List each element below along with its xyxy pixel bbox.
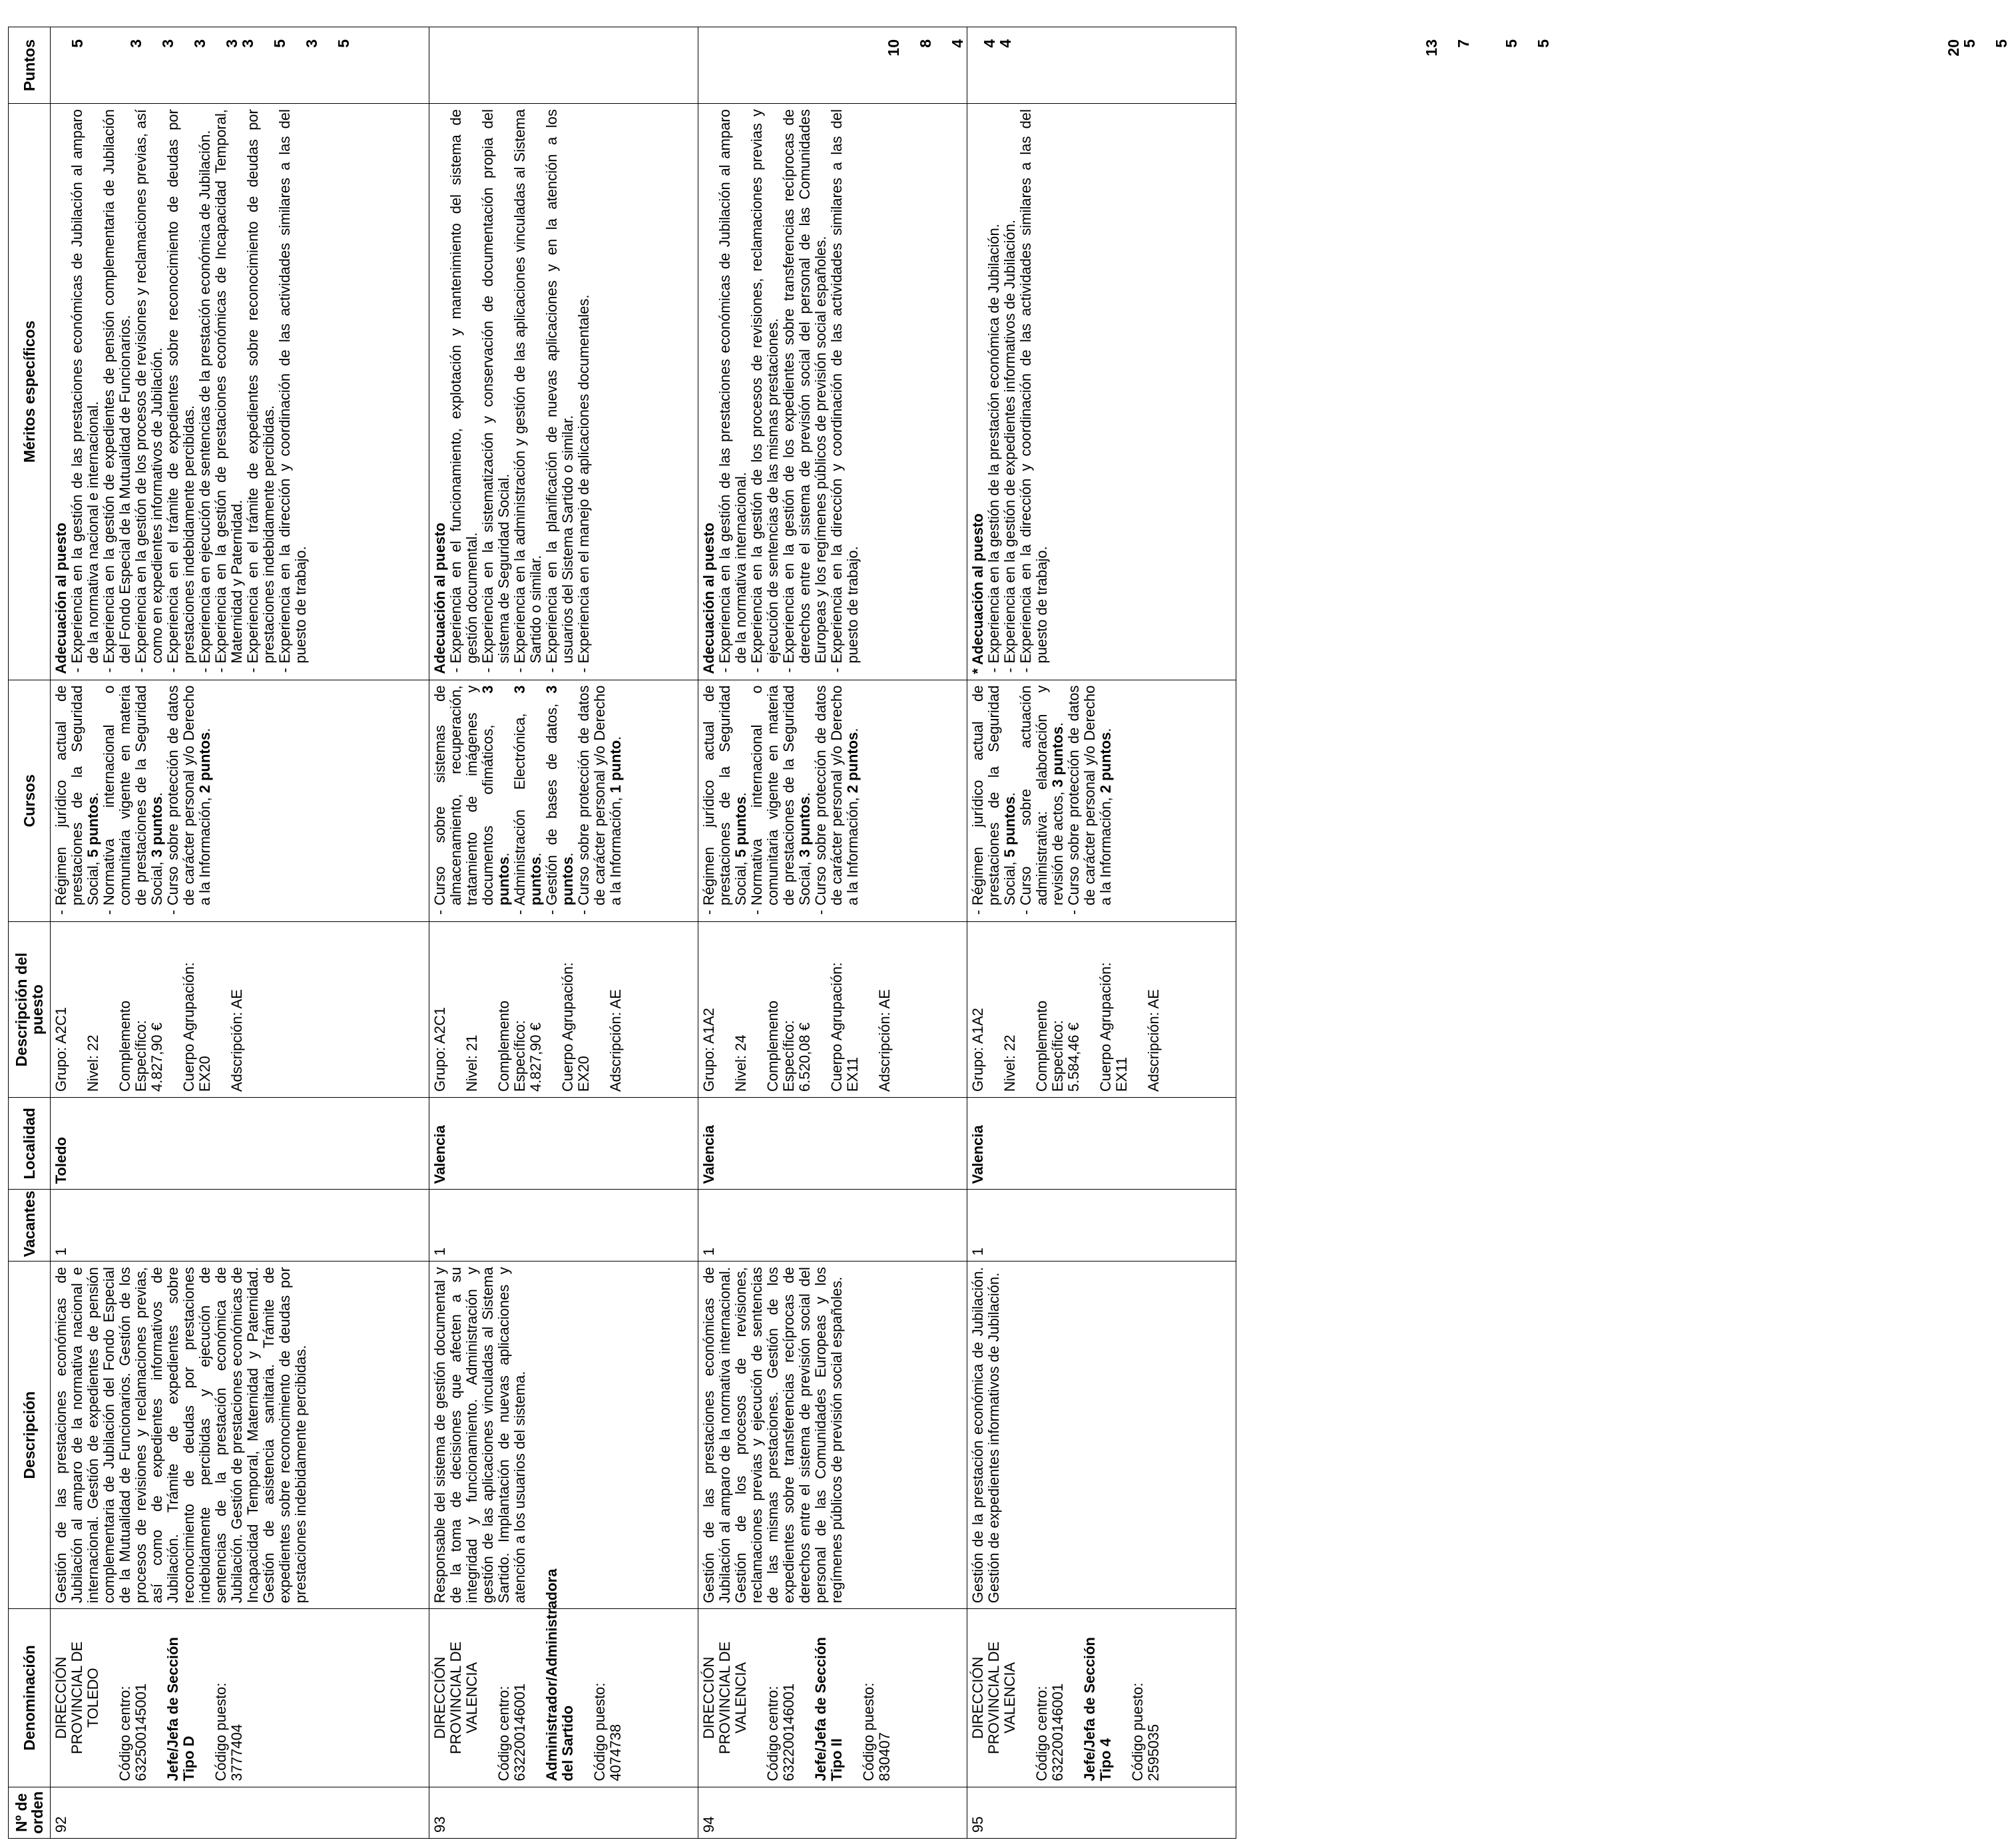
vacantes-cell (51, 1190, 429, 1262)
vacantes-value: 1 (969, 1248, 986, 1256)
direccion-provincial: DIRECCIÓN PROVINCIAL DE VALENCIA (969, 1641, 1018, 1754)
curso-points: 3 puntos (479, 685, 512, 906)
localidad-value: Toledo (53, 1136, 69, 1184)
cursos-list (432, 686, 624, 917)
header-localidad: Localidad (9, 1098, 51, 1190)
merito-item: - Experiencia en la planificación de nuevas aplicaciones y en la atención a los usuarios del Sistema Sartido o similar. (544, 109, 576, 674)
curso-text: Administración Electrónica, (511, 693, 528, 906)
curso-points: 2 puntos (196, 732, 213, 794)
meritos-heading: * Adecuación al puesto (969, 513, 986, 674)
curso-text: Régimen jurídico actual de prestaciones de la Seguridad Social, (969, 685, 1018, 906)
merito-item: - Experiencia en la gestión de las prestaciones económicas de Jubilación al amparo de la normativa nacional e internacional. (69, 109, 101, 674)
curso-punct: . (559, 852, 576, 857)
nivel: Nivel: 24 (732, 1035, 749, 1092)
puntos-value: 4 (997, 39, 1014, 48)
curso-item (544, 686, 576, 917)
codigo-puesto-label: Código puesto: (591, 1682, 608, 1781)
descripcion-text: Gestión de las prestaciones económicas de Jubilación al amparo de la normativa nacional e internacional. Gestión de expedientes de pensión complementaria de Jubilación del Fondo Especial de la Mutualidad de Funcionarios. Gestión de los procesos de revisiones y reclamaciones previas, así como de expedientes informativos de Jubilación. Trámite de expedientes sobre reconocimiento de deudas por prestaciones indebidamente percibidas y ejecución de sentencias de la prestación económica de Jubilación. Gestión de prestaciones económicas de Incapacidad Temporal, Maternidad y Paternidad. Gestión de asistencia sanitaria. Trámite de expedientes sobre reconocimiento de deudas por prestaciones indebidamente percibidas. (53, 1267, 309, 1604)
merito-item: - Experiencia en ejecución de sentencias de la prestación económica de Jubilación. (197, 109, 213, 674)
merito-item: - Experiencia en el manejo de aplicaciones documentales. (576, 109, 592, 674)
curso-punct: . (85, 792, 101, 797)
orden-cell (429, 1787, 698, 1838)
puesto-title: Administrador/Administradora del Sartido (543, 1568, 576, 1781)
complemento-label: Complemento Específico: (1033, 1001, 1066, 1092)
localidad-cell (51, 1098, 429, 1190)
meritos-cell (51, 104, 429, 680)
curso-points: 3 puntos (543, 685, 576, 906)
direccion-provincial: DIRECCIÓN PROVINCIAL DE VALENCIA (431, 1641, 480, 1754)
localidad-cell (698, 1098, 967, 1190)
localidad-value: Valencia (969, 1125, 986, 1184)
header-puntos: Puntos (9, 27, 51, 104)
codigo-centro-label: Código centro: (1033, 1686, 1050, 1781)
grupo: Grupo: A1A2 (969, 1008, 986, 1092)
curso-points: 5 puntos (85, 796, 101, 857)
puntos-value: 20 (1945, 39, 1962, 57)
curso-text: Curso sobre protección de datos de carácter personal y/o Derecho a la Información, (812, 685, 861, 906)
merito-item: - Experiencia en la dirección y coordinación de las actividades similares a las del puesto de trabajo. (277, 109, 309, 674)
curso-item (101, 686, 165, 917)
complemento-label: Complemento Específico: (117, 1001, 149, 1092)
meritos-list (986, 109, 1050, 674)
puntos-value: 5 (1961, 39, 1978, 48)
cursos-cell (429, 680, 698, 922)
codigo-puesto-label: Código puesto: (860, 1682, 877, 1781)
meritos-cell (429, 104, 698, 680)
puntos-value: 3 (191, 39, 208, 48)
codigo-puesto: 830407 (876, 1732, 893, 1781)
descripcion-cell (429, 1262, 698, 1609)
descripcion-text: Gestión de la prestación económica de Jubilación. Gestión de expedientes informativos de Jubilación. (969, 1267, 1002, 1604)
curso-points: 2 puntos (844, 732, 861, 794)
curso-points: 5 puntos (732, 796, 749, 857)
puntos-value: 5 (1535, 39, 1552, 48)
cursos-list (53, 686, 213, 917)
cuerpo-value: EX20 (575, 1056, 592, 1092)
curso-punct: . (796, 792, 813, 797)
grupo: Grupo: A2C1 (53, 1007, 69, 1092)
puntos-value: 7 (1455, 39, 1472, 48)
curso-punct: . (1001, 792, 1018, 797)
puntos-value: 3 (303, 39, 320, 48)
direccion-provincial: DIRECCIÓN PROVINCIAL DE TOLEDO (53, 1641, 101, 1754)
descripcion-puesto-cell (967, 922, 1236, 1098)
descripcion-cell (51, 1262, 429, 1609)
merito-item: - Experiencia en la gestión de los procesos de revisiones y reclamaciones previas, así como en expedientes informativos de Jubilación. (133, 109, 165, 674)
curso-item (576, 686, 624, 917)
orden-cell (698, 1787, 967, 1838)
localidad-cell (429, 1098, 698, 1190)
puesto-title: Jefe/Jefa de Sección Tipo II (812, 1637, 845, 1781)
codigo-centro-label: Código centro: (495, 1686, 512, 1781)
descripcion-puesto-cell (698, 922, 967, 1098)
denominacion-cell (51, 1609, 429, 1787)
vacantes-value: 1 (431, 1248, 448, 1256)
curso-text: Curso sobre protección de datos de carácter personal y/o Derecho a la Información, (1065, 685, 1114, 906)
vacantes-cell (698, 1190, 967, 1262)
curso-points: 5 puntos (1001, 796, 1018, 857)
curso-points: 3 puntos (148, 796, 165, 857)
curso-text: Curso sobre actuación administrativa: elaboración y revisión de actos, (1017, 685, 1066, 906)
orden-number: 94 (700, 1816, 717, 1833)
curso-points: 3 puntos (1049, 726, 1066, 788)
curso-points: 1 punto (607, 740, 624, 794)
merito-item: - Experiencia en la gestión de las prestaciones económicas de Jubilación al amparo de la normativa internacional. (717, 109, 749, 674)
puntos-value: 4 (949, 39, 966, 48)
curso-item (749, 686, 813, 917)
vacantes-value: 1 (53, 1248, 69, 1256)
puntos-value: 5 (271, 39, 288, 48)
adscripcion: Adscripción: AE (1145, 989, 1162, 1092)
denominacion-cell (429, 1568, 698, 1787)
codigo-puesto: 4074738 (607, 1724, 624, 1781)
adscripcion: Adscripción: AE (228, 989, 245, 1092)
adscripcion: Adscripción: AE (607, 989, 624, 1092)
curso-item (701, 686, 749, 917)
descripcion-puesto-cell (51, 922, 429, 1098)
meritos-heading: Adecuación al puesto (53, 523, 69, 674)
header-denominacion: Denominación (9, 1609, 51, 1787)
complemento-value: 4.827,90 € (148, 1023, 165, 1092)
curso-text: Gestión de bases de datos, (543, 693, 560, 906)
merito-item: - Experiencia en la sistematización y conservación de documentación propia del sistema de Seguridad Social. (480, 109, 512, 674)
merito-item: - Experiencia en la administración y gestión de las aplicaciones vinculadas al Sistema Sartido o similar. (512, 109, 544, 674)
cursos-cell (967, 680, 1236, 922)
curso-item (970, 686, 1018, 917)
localidad-value: Valencia (431, 1125, 448, 1184)
descripcion-cell (967, 1262, 1236, 1609)
orden-cell (967, 1787, 1236, 1838)
cursos-list (970, 686, 1114, 917)
orden-number: 93 (431, 1816, 448, 1833)
merito-item: - Experiencia en la gestión de la prestación económica de Jubilación. (986, 109, 1002, 674)
direccion-provincial: DIRECCIÓN PROVINCIAL DE VALENCIA (700, 1641, 749, 1754)
curso-punct: . (527, 852, 544, 857)
codigo-centro: 632500145001 (132, 1683, 149, 1781)
complemento-value: 6.520,08 € (796, 1023, 813, 1092)
codigo-puesto: 3777404 (228, 1724, 245, 1781)
cursos-cell (698, 680, 967, 922)
puntos-value: 8 (917, 39, 934, 48)
puntos-value: 3 (127, 39, 144, 48)
header-cursos: Cursos (9, 680, 51, 922)
descripcion-cell (698, 1262, 967, 1609)
codigo-centro: 632200146001 (511, 1683, 528, 1781)
descripcion-text: Responsable del sistema de gestión documental y de la toma de decisiones que afecten a su integridad y funcionamiento. Administración y gestión de las aplicaciones vinculadas al Sistema Sartido. Implantación de nuevas aplicaciones y atención a los usuarios del sistema. (431, 1267, 528, 1604)
puntos-value: 5 (1503, 39, 1520, 48)
nivel: Nivel: 22 (1001, 1035, 1018, 1092)
curso-text: Normativa internacional o comunitaria vigente en materia de prestaciones de la Seguridad Social, (101, 685, 165, 906)
curso-text: Normativa internacional o comunitaria vigente en materia de prestaciones de la Seguridad Social, (748, 685, 813, 906)
curso-item (432, 686, 512, 917)
codigo-centro-label: Código centro: (117, 1686, 133, 1781)
cuerpo-label: Cuerpo Agrupación: (1097, 962, 1114, 1092)
merito-item: - Experiencia en la gestión de prestaciones económicas de Incapacidad Temporal, Maternidad y Paternidad. (213, 109, 245, 674)
merito-item: - Experiencia en la gestión de los expedientes sobre transferencias recíprocas de derechos entre el sistema de previsión social del personal de las Comunidades Europeas y los regímenes públicos de previsión social españoles. (781, 109, 829, 674)
curso-text: Curso sobre protección de datos de carácter personal y/o Derecho a la Información, (575, 685, 624, 906)
curso-punct: . (844, 728, 861, 732)
complemento-value: 4.827,90 € (527, 1023, 544, 1092)
vacantes-value: 1 (700, 1248, 717, 1256)
curso-item (512, 686, 544, 917)
cuerpo-label: Cuerpo Agrupación: (180, 962, 197, 1092)
vacantes-cell (429, 1190, 698, 1262)
meritos-cell (967, 104, 1236, 680)
puntos-value: 5 (69, 39, 86, 48)
puntos-value: 4 (981, 39, 998, 48)
puntos-value: 5 (1993, 39, 2010, 48)
merito-item: - Experiencia en la dirección y coordinación de las actividades similares a las del puesto de trabajo. (1018, 109, 1050, 674)
codigo-centro: 632200146001 (780, 1683, 797, 1781)
descripcion-text: Gestión de las prestaciones económicas de Jubilación al amparo de la normativa internacional. Gestión de los procesos de revisiones, reclamaciones previas y ejecución de sentencias de las mismas prestaciones. Gestión de los expedientes sobre transferencias recíprocas de derechos entre el sistema de previsión social del personal de las Comunidades Europeas y los regímenes públicos de previsión social españoles. (700, 1267, 845, 1604)
adscripcion: Adscripción: AE (876, 989, 893, 1092)
localidad-value: Valencia (700, 1125, 717, 1184)
puntos-value: 13 (1423, 39, 1440, 57)
curso-punct: . (1097, 728, 1114, 732)
meritos-list (69, 109, 309, 674)
header-vacantes: Vacantes (9, 1190, 51, 1262)
nivel: Nivel: 22 (85, 1035, 101, 1092)
curso-item (1018, 686, 1066, 917)
meritos-list (717, 109, 861, 674)
header-row (9, 27, 51, 1839)
curso-punct: . (1049, 722, 1066, 727)
merito-item: - Experiencia en la gestión de expedientes informativos de Jubilación. (1002, 109, 1018, 674)
complemento-label: Complemento Específico: (764, 1001, 797, 1092)
cursos-cell (51, 680, 429, 922)
table-body (51, 27, 2010, 1839)
cuerpo-label: Cuerpo Agrupación: (828, 962, 845, 1092)
cuerpo-value: EX11 (1113, 1056, 1130, 1092)
meritos-list (448, 109, 592, 674)
cursos-list (701, 686, 861, 917)
puntos-value: 5 (335, 39, 352, 48)
orden-number: 92 (53, 1816, 69, 1833)
curso-punct: . (495, 852, 512, 857)
meritos-cell (698, 104, 967, 680)
meritos-heading: Adecuación al puesto (700, 523, 717, 674)
curso-text: Régimen jurídico actual de prestaciones de la Seguridad Social, (700, 685, 749, 906)
puesto-title: Jefe/Jefa de Sección Tipo 4 (1081, 1637, 1114, 1781)
puntos-value: 3 (223, 39, 240, 48)
codigo-centro: 632200146001 (1049, 1683, 1066, 1781)
meritos-heading: Adecuación al puesto (431, 523, 448, 674)
orden-number: 95 (969, 1816, 986, 1833)
curso-text: Curso sobre sistemas de almacenamiento, recuperación, tratamiento de imágenes y documentos ofimáticos, (431, 685, 496, 906)
puntos-value: 10 (885, 39, 902, 57)
curso-points: 3 puntos (796, 796, 813, 857)
merito-item: - Experiencia en la gestión de los procesos de revisiones, reclamaciones previas y ejecución de sentencias de las mismas prestaciones. (749, 109, 781, 674)
curso-punct: . (148, 792, 165, 797)
denominacion-cell (967, 1609, 1236, 1787)
puntos-cell (51, 27, 429, 104)
complemento-value: 5.584,46 € (1065, 1023, 1082, 1092)
codigo-puesto-label: Código puesto: (1129, 1682, 1146, 1781)
puntos-cell (429, 27, 1014, 104)
nivel: Nivel: 21 (463, 1035, 480, 1092)
grupo: Grupo: A2C1 (431, 1007, 448, 1092)
orden-cell (51, 1787, 429, 1838)
header-descripcion-puesto: Descripción del puesto (9, 922, 51, 1098)
header-descripcion: Descripción (9, 1262, 51, 1609)
table-row (967, 27, 1236, 1839)
curso-item (1066, 686, 1114, 917)
cuerpo-value: EX20 (196, 1056, 213, 1092)
vacantes-cell (967, 1190, 1236, 1262)
puntos-cell (698, 27, 1552, 104)
codigo-centro-label: Código centro: (764, 1686, 781, 1781)
codigo-puesto: 2595035 (1145, 1724, 1162, 1781)
header-orden: Nº de orden (9, 1787, 51, 1838)
vacancy-table (8, 27, 2010, 1839)
localidad-cell (967, 1098, 1236, 1190)
complemento-label: Complemento Específico: (495, 1001, 528, 1092)
rotated-page (8, 27, 2010, 1839)
curso-punct: . (732, 792, 749, 797)
cuerpo-value: EX11 (844, 1056, 861, 1092)
table-row (51, 27, 429, 1839)
merito-item: - Experiencia en la dirección y coordinación de las actividades similares a las del puesto de trabajo. (829, 109, 861, 674)
curso-item (165, 686, 213, 917)
puntos-value: 3 (159, 39, 176, 48)
header-meritos: Méritos específicos (9, 104, 51, 680)
merito-item: - Experiencia en el trámite de expedientes sobre reconocimiento de deudas por prestaciones indebidamente percibidas. (245, 109, 277, 674)
merito-item: - Experiencia en la gestión de expedientes de pensión complementaria de Jubilación del Fondo Especial de la Mutualidad de Funcionarios. (101, 109, 133, 674)
curso-text: Régimen jurídico actual de prestaciones de la Seguridad Social, (53, 685, 101, 906)
table-row (429, 27, 698, 1839)
curso-item (813, 686, 861, 917)
curso-points: 2 puntos (1097, 732, 1114, 794)
codigo-puesto-label: Código puesto: (212, 1682, 229, 1781)
puntos-value: 3 (239, 39, 256, 48)
cuerpo-label: Cuerpo Agrupación: (559, 962, 576, 1092)
curso-punct: . (607, 736, 624, 740)
merito-item: - Experiencia en el trámite de expedientes sobre reconocimiento de deudas por prestaciones indebidamente percibidas. (165, 109, 197, 674)
merito-item: - Experiencia en el funcionamiento, explotación y mantenimiento del sistema de gestión documental. (448, 109, 480, 674)
curso-points: 3 puntos (511, 685, 544, 906)
curso-text: Curso sobre protección de datos de carácter personal y/o Derecho a la Información, (164, 685, 213, 906)
table-row (698, 27, 967, 1839)
curso-punct: . (196, 728, 213, 732)
denominacion-cell (698, 1609, 967, 1787)
puesto-title: Jefe/Jefa de Sección Tipo D (164, 1637, 197, 1781)
descripcion-puesto-cell (429, 922, 698, 1098)
grupo: Grupo: A1A2 (700, 1008, 717, 1092)
curso-item (53, 686, 101, 917)
